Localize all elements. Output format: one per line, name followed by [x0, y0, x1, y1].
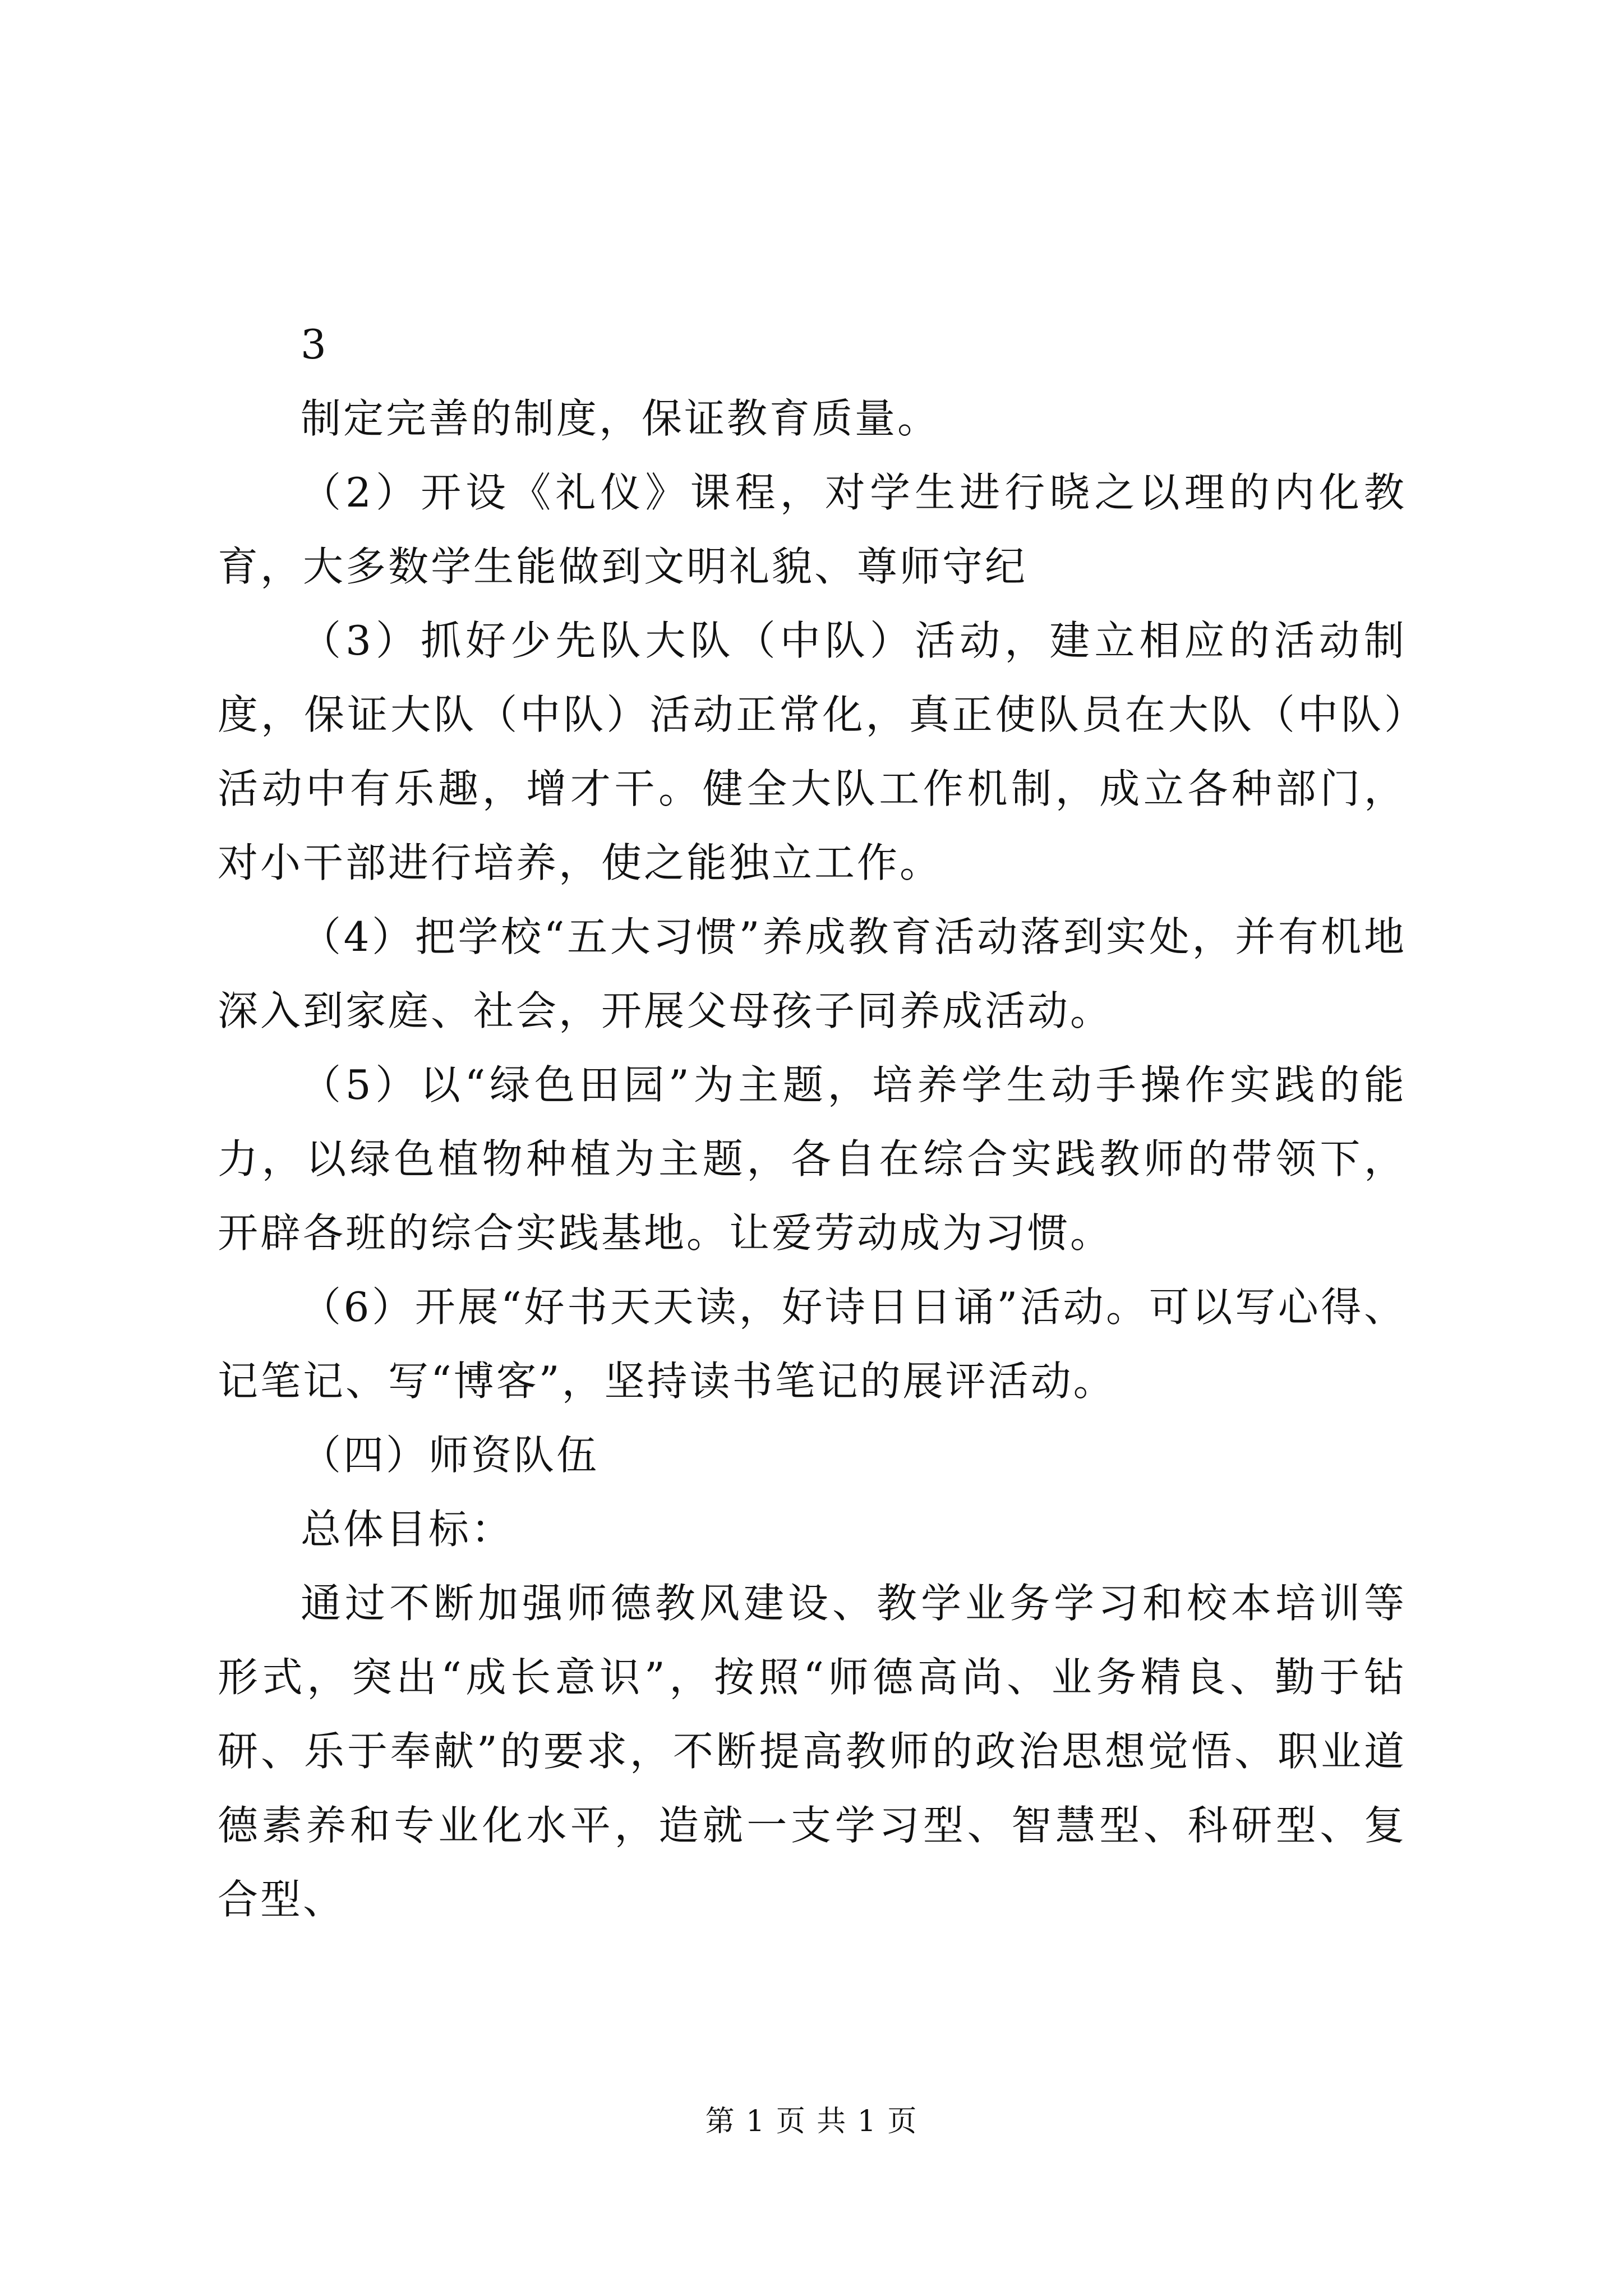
- paragraph-2: （2）开设《礼仪》课程，对学生进行晓之以理的内化教育，大多数学生能做到文明礼貌、尊师守纪: [218, 469, 1407, 590]
- paragraph-5: （5）以“绿色田园”为主题，培养学生动手操作实践的能力，以绿色植物种植为主题，各自在综合实践教师的带领下，开辟各班的综合实践基地。让爱劳动成为习惯。: [218, 1061, 1407, 1257]
- subheading-overall-goal: 总体目标：: [301, 1506, 514, 1553]
- document-body: [218, 307, 1407, 1936]
- paragraph-7: 通过不断加强师德教风建设、教学业务学习和校本培训等形式，突出“成长意识”，按照“师德高尚、业务精良、勤于钻研、乐于奉献”的要求，不断提高教师的政治思想觉悟、职业道德素养和专业化水平，造就一支学习型、智慧型、科研型、复合型、: [218, 1580, 1407, 1923]
- section-heading: （四）师资队伍: [301, 1432, 600, 1479]
- paragraph-6: （6）开展“好书天天读，好诗日日诵”活动。可以写心得、记笔记、写“博客”，坚持读书笔记的展评活动。: [218, 1283, 1407, 1405]
- paragraph-3: （3）抓好少先队大队（中队）活动，建立相应的活动制度，保证大队（中队）活动正常化，真正使队员在大队（中队）活动中有乐趣，增才干。健全大队工作机制，成立各种部门，对小干部进行培养，使之能独立工作。: [218, 617, 1407, 886]
- paragraph-4: （4）把学校“五大习惯”养成教育活动落到实处，并有机地深入到家庭、社会，开展父母孩子同养成活动。: [218, 913, 1407, 1034]
- page-footer: 第 1 页 共 1 页: [705, 2105, 918, 2138]
- paragraph-1: 制定完善的制度，保证教育质量。: [301, 395, 940, 442]
- page-number-marker: 3: [301, 321, 329, 368]
